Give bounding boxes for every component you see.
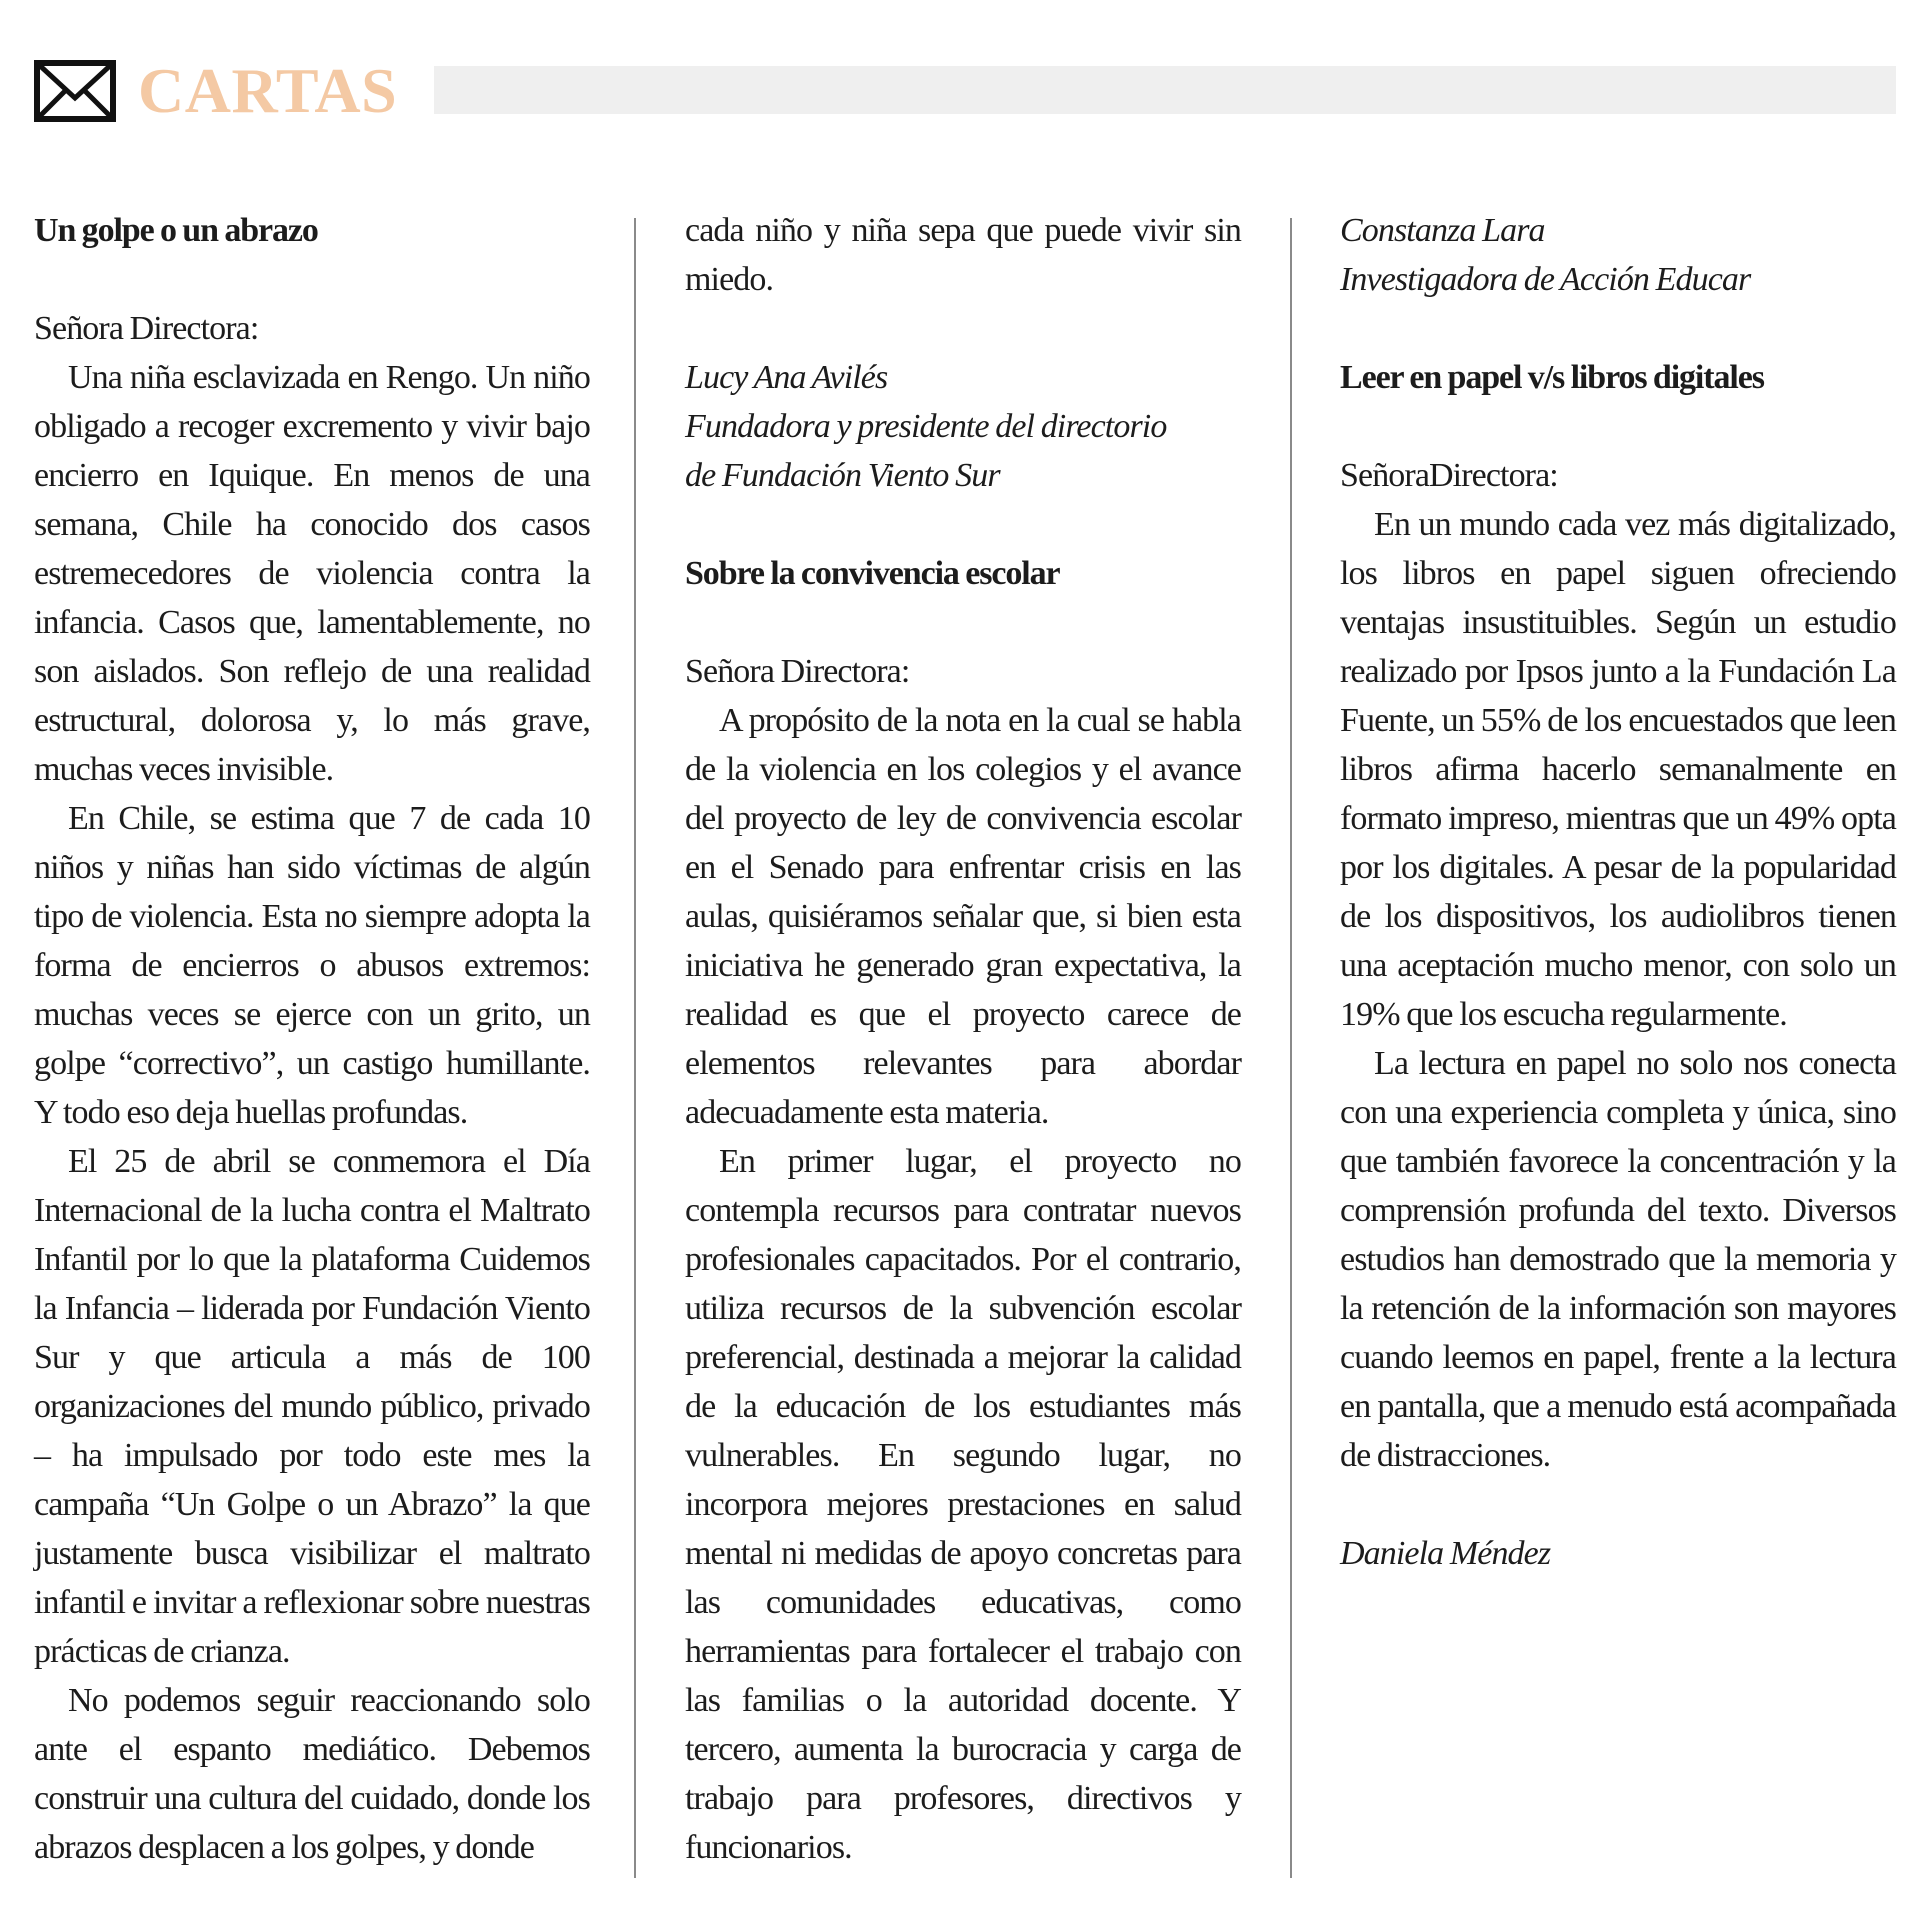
letter-signature-name: Daniela Méndez bbox=[1340, 1535, 1551, 1572]
letter-salutation: SeñoraDirectora: bbox=[1340, 457, 1558, 494]
letter-signature-title: Investigadora de Acción Educar bbox=[1340, 261, 1751, 298]
letter-paragraph: En un mundo cada vez más digitalizado, los libros en papel siguen ofreciendo ventajas insustituibles. Según un estudio realizado por Ipsos junto a la Fundación La Fuente, un 55% de los encuestados que leen libros afirma hacerlo semanalmente en formato impreso, mientras que un 49% opta por los digitales. A pesar de la popularidad de los dispositivos, los audiolibros tienen una aceptación mucho menor, con solo un 19% que los escucha regularmente. bbox=[1340, 506, 1896, 1033]
spacer bbox=[685, 500, 1241, 549]
letter-signature-name: Lucy Ana Avilés bbox=[685, 359, 888, 396]
column-1 bbox=[34, 206, 590, 1872]
letter-paragraph: En Chile, se estima que 7 de cada 10 niños y niñas han sido víctimas de algún tipo de violencia. Esta no siempre adopta la forma de encierros o abusos extremos: muchas veces se ejerce con un grito, un golpe “correctivo”, un castigo humillante. Y todo eso deja huellas profundas. bbox=[34, 800, 590, 1131]
letter-signature-name: Constanza Lara bbox=[1340, 212, 1545, 249]
column-divider bbox=[1290, 218, 1292, 1878]
letter-headline: Leer en papel v/s libros digitales bbox=[1340, 359, 1764, 396]
spacer bbox=[1340, 304, 1896, 353]
envelope-icon bbox=[34, 60, 116, 122]
header-bar bbox=[434, 66, 1896, 114]
letter-headline: Sobre la convivencia escolar bbox=[685, 555, 1060, 592]
letter-paragraph: No podemos seguir reaccionando solo ante el espanto mediático. Debemos construir una cultura del cuidado, donde los abrazos desplacen a los golpes, y donde bbox=[34, 1682, 590, 1866]
letter-salutation: Señora Directora: bbox=[34, 310, 259, 347]
column-2 bbox=[685, 206, 1241, 1872]
section-header bbox=[34, 55, 1896, 126]
section-title: CARTAS bbox=[138, 55, 398, 126]
letter-paragraph: El 25 de abril se conmemora el Día Internacional de la lucha contra el Maltrato Infantil por lo que la plataforma Cuidemos la Infancia – liderada por Fundación Viento Sur y que articula a más de 100 organizaciones del mundo público, privado – ha impulsado por todo este mes la campaña “Un Golpe o un Abrazo” la que justamente busca visibilizar el maltrato infantil e invitar a reflexionar sobre nuestras prácticas de crianza. bbox=[34, 1143, 590, 1670]
letter-headline: Un golpe o un abrazo bbox=[34, 212, 318, 249]
letter-paragraph: cada niño y niña sepa que puede vivir sin miedo. bbox=[685, 212, 1241, 298]
column-divider bbox=[634, 218, 636, 1878]
letter-paragraph: En primer lugar, el proyecto no contempla recursos para contratar nuevos profesionales capacitados. Por el contrario, utiliza recursos de la subvención escolar preferencial, destinada a mejorar la calidad de la educación de los estudiantes más vulnerables. En segundo lugar, no incorpora mejores prestaciones en salud mental ni medidas de apoyo concretas para las comunidades educativas, como herramientas para fortalecer el trabajo con las familias o la autoridad docente. Y tercero, aumenta la burocracia y carga de trabajo para profesores, directivos y funcionarios. bbox=[685, 1143, 1241, 1866]
spacer bbox=[1340, 402, 1896, 451]
letter-signature-title: Fundadora y presidente del directorio bbox=[685, 408, 1167, 445]
letter-paragraph: A propósito de la nota en la cual se habla de la violencia en los colegios y el avance del proyecto de ley de convivencia escolar en el Senado para enfrentar crisis en las aulas, quisiéramos señalar que, si bien esta iniciativa he generado gran expectativa, la realidad es que el proyecto carece de elementos relevantes para abordar adecuadamente esta materia. bbox=[685, 702, 1241, 1131]
spacer bbox=[685, 598, 1241, 647]
letter-paragraph: Una niña esclavizada en Rengo. Un niño obligado a recoger excremento y vivir bajo encierro en Iquique. En menos de una semana, Chile ha conocido dos casos estremecedores de violencia contra la infancia. Casos que, lamentablemente, no son aislados. Son reflejo de una realidad estructural, dolorosa y, lo más grave, muchas veces invisible. bbox=[34, 359, 590, 788]
spacer bbox=[1340, 1480, 1896, 1529]
letter-paragraph: La lectura en papel no solo nos conecta con una experiencia completa y única, sino que también favorece la concentración y la comprensión profunda del texto. Diversos estudios han demostrado que la memoria y la retención de la información son mayores cuando leemos en papel, frente a la lectura en pantalla, que a menudo está acompañada de distracciones. bbox=[1340, 1045, 1896, 1474]
column-3 bbox=[1340, 206, 1896, 1578]
letter-signature-title: de Fundación Viento Sur bbox=[685, 457, 1000, 494]
letter-salutation: Señora Directora: bbox=[685, 653, 910, 690]
